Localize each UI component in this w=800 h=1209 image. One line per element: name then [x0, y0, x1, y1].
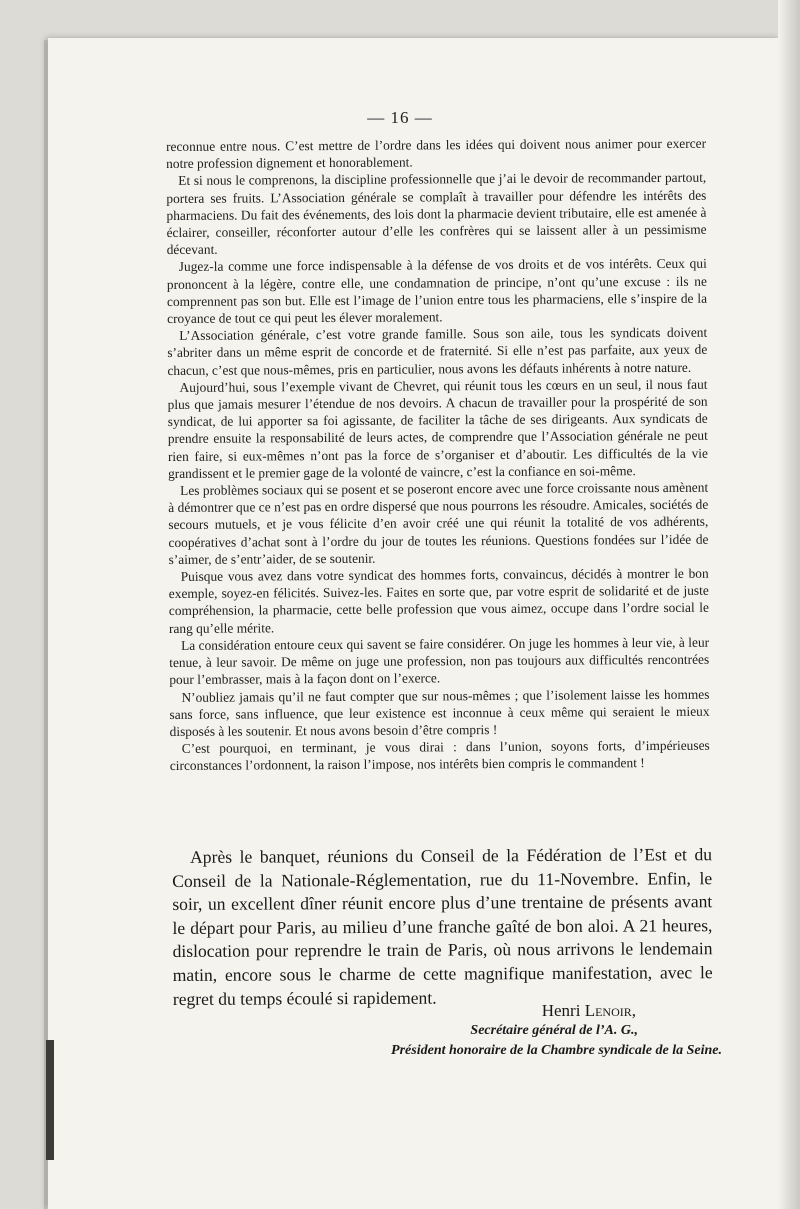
paragraph: C’est pourquoi, en terminant, je vous dirai : dans l’union, soyons forts, d’impérieuses circonstances l’ordonnent, la raison l’impose, nos intérêts bien compris le commandent !	[169, 737, 710, 774]
paragraph: Les problèmes sociaux qui se posent et se poseront encore avec une force croissante nous amènent à démontrer que ce n’est pas en ordre dispersé que nous pourrons les résoudre. Amicales, sociétés de secours mutuels, et je vous félicite d’en avoir créé une qui réunit la totalité de vos adhérents, coopératives d’achat sont à l’ordre du jour de toutes les réunions. Questions fondées sur l’idée de s’aimer, de s’entr’aider, de se soutenir.	[168, 479, 709, 567]
speech-text	[166, 135, 710, 775]
signature-last-name: Lenoir,	[584, 1001, 636, 1020]
signature-first-name: Henri	[541, 1001, 581, 1020]
signature-block	[391, 1000, 722, 1061]
page-number: — 16 —	[367, 108, 433, 127]
paragraph: reconnue entre nous. C’est mettre de l’ordre dans les idées qui doivent nous animer pour exercer notre profession dignement et honorablement.	[166, 135, 707, 172]
paragraph: Jugez-la comme une force indispensable à la défense de vos droits et de vos intérêts. Ceux qui prononcent à la légère, contre elle, une condamnation de principe, n’ont qu’une excuse : ils ne comprennent pas son but. Elle est l’image de l’union entre tous les pharmaciens, elle s’inspire de la croyance de tout ce qui peut les élever moralement.	[166, 256, 708, 327]
paragraph: Et si nous le comprenons, la discipline professionnelle que j’ai le devoir de recommander partout, portera ses fruits. L’Association générale se complaît à travailler pour défendre les intérêts des pharmaciens. Du fait des événements, des lois dont la pharmacie devient tributaire, elle est amenée à éclairer, conseiller, réconforter autour d’elle les confrères qui se laissent aller à un pessimisme décevant.	[166, 170, 707, 258]
signature-title-1: Secrétaire général de l’A. G.,	[470, 1023, 638, 1038]
paragraph: Aujourd’hui, sous l’exemple vivant de Chevret, qui réunit tous les cœurs en un seul, il nous faut plus que jamais mesurer l’étendue de nos devoirs. A chacun de travailler pour la prospérité de son syndicat, de lui apporter sa foi agissante, de faciliter la tâche de ses dirigeants. Aux syndicats de prendre ensuite la responsabilité de leurs actes, de comprendre que l’Association générale ne peut rien faire, si eux-mêmes n’ont pas la force de s’organiser et d’aboutir. Les difficultés de la vie grandissent et le premier gage de la volonté de vaincre, c’est la confiance en soi-même.	[167, 376, 708, 481]
closing-section	[172, 843, 713, 1011]
page-curl	[778, 0, 800, 1209]
paragraph: L’Association générale, c’est votre grande famille. Sous son aile, tous les syndicats doivent s’abriter dans un même esprit de concorde et de fraternité. Si elle n’est pas parfaite, aux yeux de chacun, c’est que nous-mêmes, pris en particulier, nous avons les défauts inhérents à notre nature.	[167, 324, 708, 378]
paragraph: N’oubliez jamais qu’il ne faut compter que sur nous-mêmes ; que l’isolement laisse les hommes sans force, sans influence, que leur existence est inconnue à ceux même qui seraient le mieux disposés à les soutenir. Et nous avons besoin d’être compris !	[169, 686, 710, 739]
binding-strip	[46, 1040, 54, 1160]
paragraph: Puisque vous avez dans votre syndicat des hommes forts, convaincus, décidés à montrer le bon exemple, soyez-en félicités. Suivez-les. Faites en sorte que, par votre esprit de solidarité et de juste compréhension, la pharmacie, cette belle profession que vous aimez, occupe dans l’ordre social le rang qu’elle mérite.	[168, 565, 709, 636]
signature-name	[391, 1000, 636, 1021]
closing-paragraph: Après le banquet, réunions du Conseil de la Fédération de l’Est et du Conseil de la Nationale-Réglementation, rue du 11-Novembre. Enfin, le soir, un excellent dîner réunit encore plus d’une trentaine de présents avant le départ pour Paris, au milieu d’une franche gaîté de bon aloi. A 21 heures, dislocation pour reprendre le train de Paris, où nous arrivons le lendemain matin, encore sous le charme de cette magnifique manifestation, avec le regret du temps écoulé si rapidement.	[172, 844, 713, 1009]
signature-title-2: Président honoraire de la Chambre syndicale de la Seine.	[391, 1043, 722, 1058]
paragraph: La considération entoure ceux qui savent se faire considérer. On juge les hommes à leur vie, à leur tenue, à leur savoir. De même on juge une profession, non pas toujours aux difficultés rencontrées pour l’embrasser, mais à la façon dont on l’exerce.	[169, 634, 710, 688]
